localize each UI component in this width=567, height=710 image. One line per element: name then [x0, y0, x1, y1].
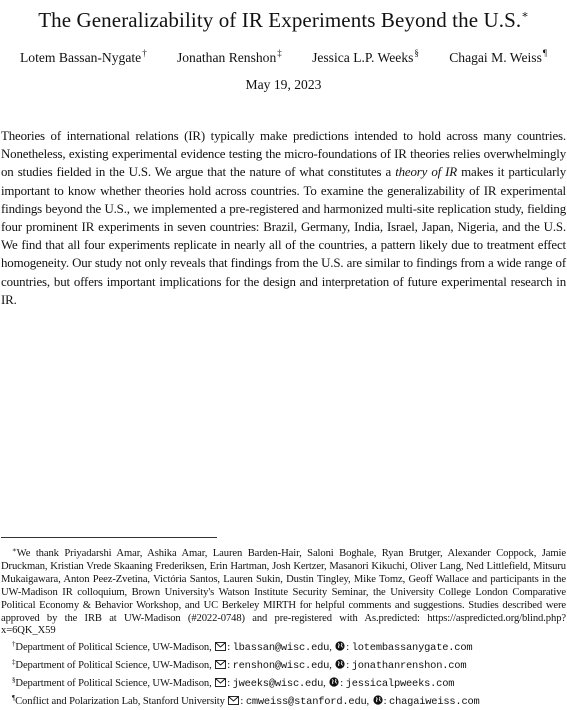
- envelope-icon: [215, 660, 226, 674]
- separator: :: [346, 660, 352, 672]
- website-link[interactable]: jonathanrenshon.com: [351, 660, 467, 673]
- website-link[interactable]: chagaiweiss.com: [389, 696, 480, 709]
- author: [20, 44, 147, 67]
- author: [312, 44, 419, 67]
- affiliation-footnote: [1, 692, 566, 710]
- footnote-mark: §: [12, 676, 16, 685]
- separator: :: [227, 660, 233, 672]
- title-text: The Generalizability of IR Experiments Beyond the U.S.: [38, 8, 522, 32]
- affiliation-text: Department of Political Science, UW-Madison,: [15, 642, 215, 654]
- affiliation-footnote: [1, 656, 566, 674]
- abstract-text-1: Theories of international relations (IR) typically make predictions intended to hold across many countries. Nonetheless, existing experimental evidence testing the micro-foundations of IR theories relies overwhelmingly on studies fielded in the U.S. We argue that the nature of what constitutes a: [1, 129, 566, 180]
- globe-icon: [373, 695, 383, 710]
- affiliation-text: Department of Political Science, UW-Madison,: [15, 660, 215, 672]
- email-link[interactable]: jweeks@wisc.edu: [232, 678, 324, 691]
- footnotes: [1, 544, 566, 710]
- author: [177, 44, 282, 67]
- abstract: [1, 127, 566, 309]
- paper-date: May 19, 2023: [245, 77, 322, 92]
- footnote-mark: ¶: [12, 694, 16, 703]
- affiliation-text: Department of Political Science, UW-Madison,: [15, 678, 215, 690]
- author-name: Lotem Bassan-Nygate: [20, 50, 142, 65]
- author-mark: §: [414, 48, 419, 58]
- email-link[interactable]: lbassan@wisc.edu: [232, 642, 330, 655]
- footnote-mark: †: [12, 640, 16, 649]
- affiliation-footnote: [1, 674, 566, 692]
- globe-icon: [329, 677, 339, 692]
- author-mark: ¶: [542, 48, 547, 58]
- email-link[interactable]: cmweiss@stanford.edu: [245, 696, 367, 709]
- affiliation-footnote: [1, 638, 566, 656]
- footnote-mark: ∗: [12, 546, 17, 554]
- abstract-text-2: makes it particularly important to know whether theories hold across countries. To examine the generalizability of IR experimental findings beyond the U.S., we implemented a pre-registered and harmonized multi-site replication study, fielding four prominent IR experiments in seven countries: Brazil, Germany, India, Israel, Japan, Nigeria, and the U.S. We find that all four experiments replicate in nearly all of the countries, a pattern likely due to treatment effect homogeneity. Our study not only reveals that findings from the U.S. are similar to findings from a wide range of countries, but offers important implications for the design and interpretation of future experimental research in IR.: [1, 165, 566, 307]
- globe-icon: [335, 659, 345, 674]
- acknowledgments-text: We thank Priyadarshi Amar, Ashika Amar, Lauren Barden-Hair, Saloni Boghale, Ryan Brutger, Alexander Coppock, Jamie Druckman, Kristian Vrede Skaaning Frederiksen, Erin Hartman, Josh Kertzer, Masanori Kikuchi, Oliver Lang, Ned Littlefield, Mitsuru Mukaigawara, Anton Peez-Zvetina, Victória Santos, Lauren Sukin, Dustin Tingley, Mike Tomz, Geoff Wallace and participants in the UW-Madison IR colloquium, Brown University's Watson Institute Security Seminar, the University College London Comparative Political Economy & Behavior Workshop, and UC Berkeley MIRTH for helpful comments and suggestions. Studies described were approved by the IRB at UW-Madison (#2022-0748) and pre-registered with As.predicted: https://aspredicted.org/blind.php?x=6QK_X59: [1, 548, 566, 637]
- email-link[interactable]: renshon@wisc.edu: [232, 660, 330, 673]
- title-footnote-mark: ∗: [521, 9, 529, 21]
- paper-title: [0, 2, 567, 33]
- separator: ,: [366, 696, 372, 708]
- envelope-icon: [215, 678, 226, 692]
- envelope-icon: [228, 696, 239, 710]
- author-name: Jessica L.P. Weeks: [312, 50, 414, 65]
- separator: :: [227, 678, 233, 690]
- separator: :: [340, 678, 346, 690]
- footnote-rule: [1, 537, 217, 538]
- author-name: Jonathan Renshon: [176, 50, 277, 65]
- author-name: Chagai M. Weiss: [449, 50, 542, 65]
- separator: ,: [329, 642, 335, 654]
- separator: :: [346, 642, 352, 654]
- author-mark: ‡: [277, 48, 282, 58]
- affiliation-text: Conflict and Polarization Lab, Stanford University: [15, 696, 228, 708]
- website-link[interactable]: jessicalpweeks.com: [345, 678, 455, 691]
- separator: :: [383, 696, 390, 708]
- abstract-emphasis: theory of IR: [395, 165, 458, 180]
- separator: ,: [323, 678, 329, 690]
- separator: :: [240, 696, 246, 708]
- author-mark: †: [142, 48, 147, 58]
- separator: :: [227, 642, 233, 654]
- globe-icon: [335, 641, 345, 656]
- envelope-icon: [215, 642, 226, 656]
- footnote-mark: ‡: [12, 658, 16, 667]
- website-link[interactable]: lotembassanygate.com: [351, 642, 473, 655]
- author-list: [6, 44, 561, 67]
- acknowledgments-footnote: [1, 544, 566, 638]
- author: [449, 44, 547, 67]
- separator: ,: [329, 660, 335, 672]
